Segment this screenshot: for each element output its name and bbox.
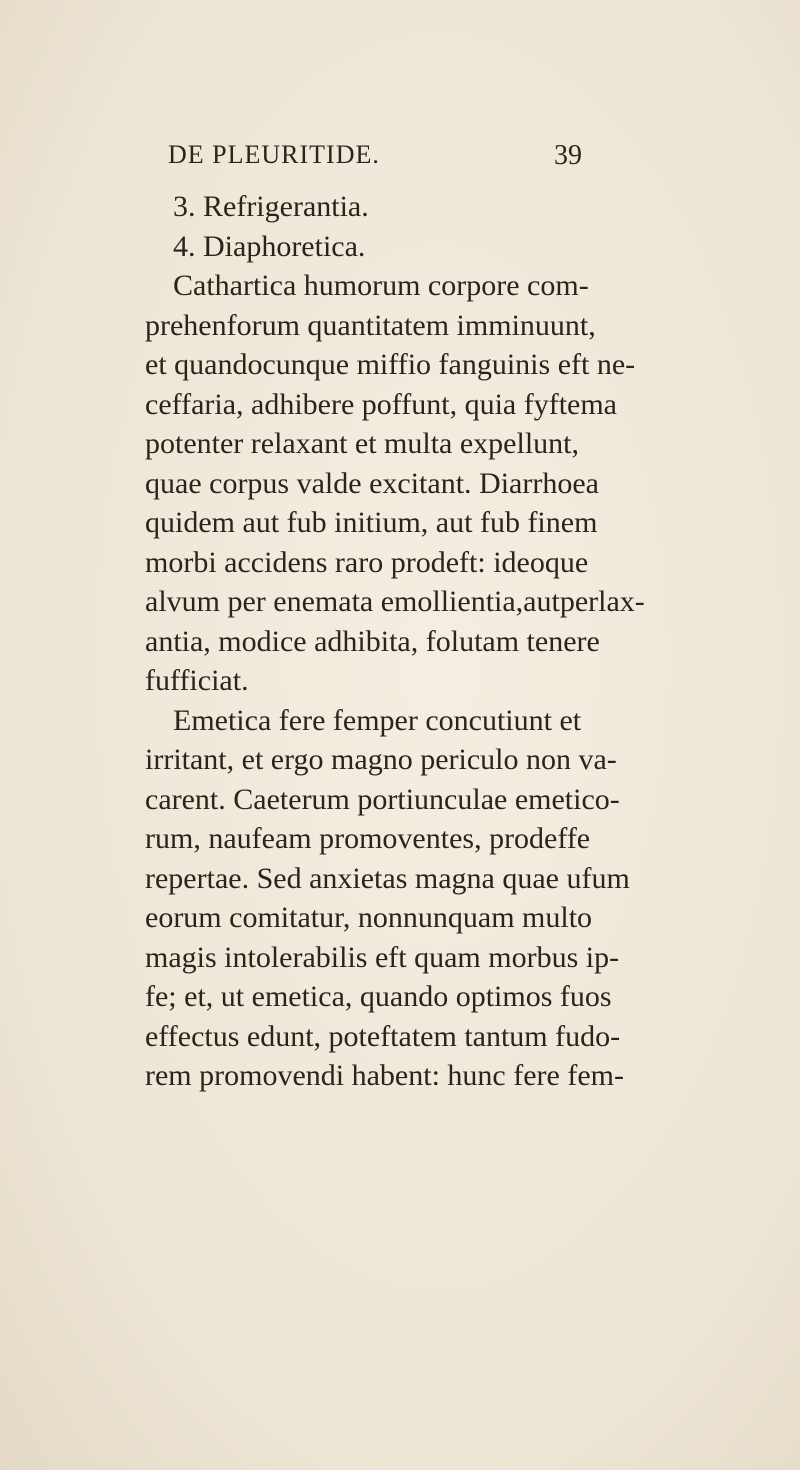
text-line: potenter relaxant et multa expellunt, xyxy=(145,427,580,460)
text-line: irritant, et ergo magno periculo non va- xyxy=(145,743,617,776)
text-line: fe; et, ut emetica, quando optimos fuos xyxy=(145,980,612,1013)
text-line: et quandocunque miffio fanguinis eft ne- xyxy=(145,348,636,381)
text-line: repertae. Sed anxietas magna quae ufum xyxy=(145,861,630,895)
text-line: quae corpus valde excitant. Diarrhoea xyxy=(145,466,599,500)
text-line: fufficiat. xyxy=(145,664,249,697)
text-line: rem promovendi habent: hunc fere fem- xyxy=(145,1059,624,1092)
text-line: ceffaria, adhibere poffunt, quia fyftema xyxy=(145,387,618,421)
text-line: magis intolerabilis eft quam morbus ip- xyxy=(145,940,620,974)
text-line: alvum per enemata emollientia,autperlax- xyxy=(145,585,645,618)
list-item-diaphoretica: 4. Diaphoretica. xyxy=(173,229,366,263)
page-header xyxy=(168,140,588,180)
text-line: Emetica fere femper concutiunt et xyxy=(173,703,582,737)
running-title: DE PLEURITIDE. xyxy=(168,140,380,169)
text-line: quidem aut fub initium, aut fub finem xyxy=(145,506,598,539)
text-line: morbi accidens raro prodeft: ideoque xyxy=(145,545,589,579)
text-line: rum, naufeam promoventes, prodeffe xyxy=(145,822,591,855)
page-number: 39 xyxy=(554,140,582,171)
text-line: prehenforum quantitatem imminuunt, xyxy=(145,308,596,342)
body-text xyxy=(145,187,645,1096)
text-line: Cathartica humorum corpore com- xyxy=(173,269,589,302)
text-line: effectus edunt, poteftatem tantum fudo- xyxy=(145,1019,621,1053)
text-line: carent. Caeterum portiunculae emetico- xyxy=(145,782,620,816)
text-line: eorum comitatur, nonnunquam multo xyxy=(145,901,593,934)
text-line: antia, modice adhibita, folutam tenere xyxy=(145,624,600,658)
list-item-refrigerantia: 3. Refrigerantia. xyxy=(173,190,369,223)
